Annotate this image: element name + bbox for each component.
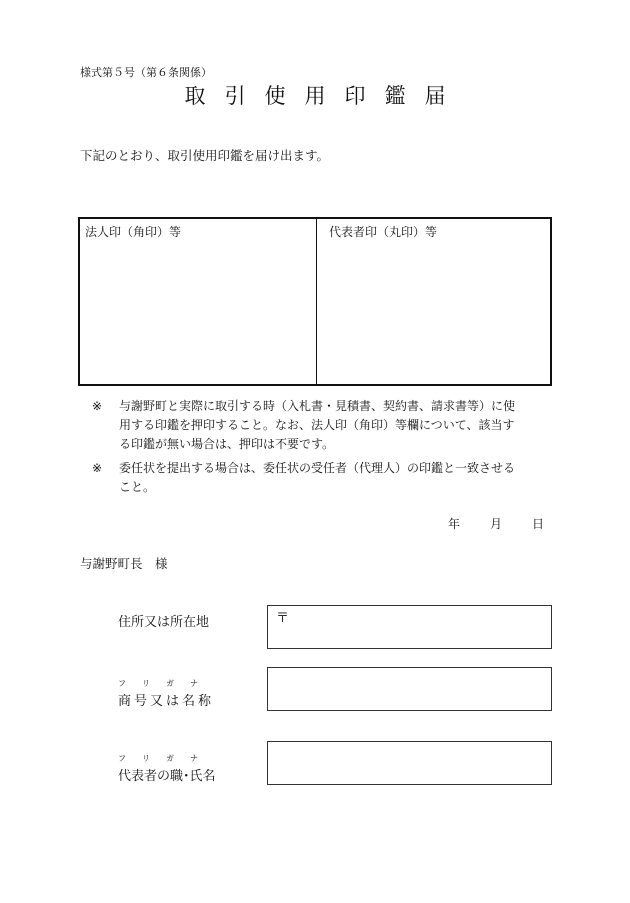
- note-line: 用する印鑑を押印すること。なお、法人印（角印）等欄について、該当す: [119, 418, 515, 432]
- seal-table: [78, 217, 552, 386]
- representative-furigana: [118, 753, 214, 764]
- note-seal-usage: [92, 397, 552, 454]
- furigana-char: リ: [142, 679, 150, 688]
- corporate-seal-box[interactable]: [80, 219, 317, 384]
- furigana-char: フ: [118, 754, 126, 763]
- note-proxy: [92, 459, 552, 497]
- date-month: 月: [490, 517, 503, 531]
- furigana-char: リ: [142, 754, 150, 763]
- company-label: 商号又は名称: [118, 694, 215, 709]
- note-mark: ※: [92, 461, 103, 475]
- postal-mark: 〒: [276, 611, 290, 626]
- note-mark: ※: [92, 399, 103, 413]
- furigana-char: ガ: [166, 679, 174, 688]
- representative-seal-box[interactable]: [317, 219, 550, 384]
- date-line: [448, 515, 544, 532]
- representative-seal-label: 代表者印（丸印）等: [329, 225, 438, 239]
- address-field[interactable]: [267, 605, 552, 649]
- note-line: 委任状を提出する場合は、委任状の受任者（代理人）の印鑑と一致させる: [119, 461, 516, 475]
- furigana-char: フ: [118, 679, 126, 688]
- note-line: 与謝野町と実際に取引する時（入札書・見積書、契約書、請求書等）に使: [119, 399, 516, 413]
- company-name-field[interactable]: [267, 667, 552, 711]
- address-label: 住所又は所在地: [118, 615, 210, 630]
- representative-label: 代表者の職･氏名: [118, 769, 216, 784]
- company-furigana: [118, 678, 214, 689]
- representative-name-field[interactable]: [267, 741, 552, 785]
- intro-text: 下記のとおり、取引使用印鑑を届け出ます。: [80, 148, 330, 163]
- note-line: る印鑑が無い場合は、押印は不要です。: [119, 437, 335, 451]
- page-title: 取引使用印鑑届: [184, 84, 465, 108]
- date-day: 日: [532, 517, 545, 531]
- addressee: 与謝野町長 様: [80, 556, 168, 571]
- date-year: 年: [448, 517, 461, 531]
- note-line: こと。: [119, 480, 156, 494]
- furigana-char: ガ: [166, 754, 174, 763]
- form-number: 様式第５号（第６条関係）: [80, 66, 212, 79]
- corporate-seal-label: 法人印（角印）等: [85, 225, 182, 239]
- furigana-char: ナ: [190, 754, 198, 763]
- furigana-char: ナ: [190, 679, 198, 688]
